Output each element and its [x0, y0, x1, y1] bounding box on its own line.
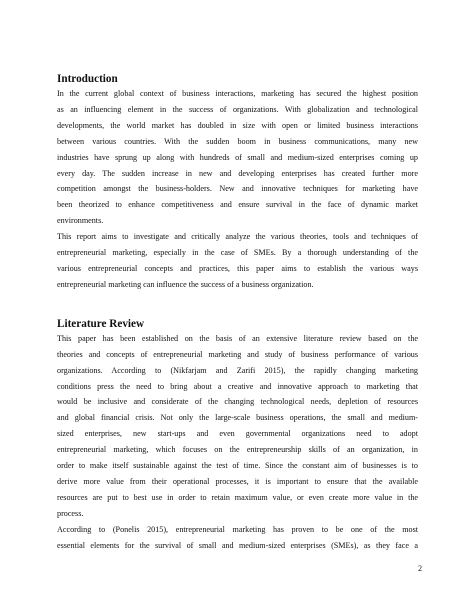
text-line: resources are put to best use in order to retain maximum value, or even create more value in the — [57, 492, 418, 502]
text-line: competition amongst the business-holders. New and innovative techniques for marketing have — [57, 184, 418, 194]
text-line: and global financial crisis. Not only the large-scale business operations, the small and medium- — [57, 413, 418, 423]
section-heading-introduction: Introduction — [57, 73, 118, 85]
paragraph-lit-1 — [57, 331, 418, 522]
section-heading-literature-review: Literature Review — [57, 317, 145, 330]
text-line: process. — [57, 508, 84, 518]
text-line: every day. The sudden increase in new and developing enterprises has created further more — [57, 168, 418, 178]
text-line: organizations. According to (Nikfarjam and Zarifi 2015), the rapidly changing marketing — [57, 365, 418, 375]
text-line: derive more value from their operational processes, it is important to ensure that the available — [57, 476, 418, 486]
text-line: as an influencing element in the success of organizations. With globalization and technological — [57, 104, 418, 114]
text-line: environments. — [57, 216, 104, 226]
text-line: sized enterprises, new start-ups and even governmental organizations need to adopt — [57, 429, 418, 439]
text-line: order to make itself sustainable against the test of time. Since the constant aim of businesses is to — [57, 461, 418, 471]
text-line: entrepreneurial marketing, which focuses on the entrepreneurship skills of an organization, in — [57, 445, 418, 455]
section-literature-review — [57, 317, 418, 554]
text-line: developments, the world market has doubled in size with open or limited business interactions — [57, 120, 418, 130]
text-line: conditions press the need to bring about a creative and innovative approach to marketing that — [57, 381, 418, 391]
paragraph-intro-1 — [57, 86, 418, 229]
text-line: essential elements for the survival of small and medium-sized enterprises (SMEs), as they face a — [57, 540, 418, 550]
text-line: industries have sprung up along with hundreds of small and medium-sized enterprises coming up — [57, 152, 418, 162]
text-line: This report aims to investigate and critically analyze the various theories, tools and techniques of — [57, 232, 418, 242]
text-line: In the current global context of business interactions, marketing has secured the highest position — [57, 89, 418, 98]
text-line: between various countries. With the sudden boom in business communications, many new — [57, 136, 418, 146]
text-line: According to (Ponelis 2015), entrepreneurial marketing has proven to be one of the most — [57, 524, 418, 534]
section-introduction — [57, 72, 418, 293]
page-number: 2 — [417, 564, 422, 573]
paragraph-intro-2 — [57, 229, 418, 293]
text-line: theories and concepts of entrepreneurial marketing and study of business performance of various — [57, 349, 418, 359]
text-line: entrepreneurial marketing can influence the success of a business organization. — [57, 279, 314, 289]
text-line: been theorized to enhance competitiveness and ensure survival in the face of dynamic market — [57, 200, 418, 210]
text-line: This paper has been established on the basis of an extensive literature review based on the — [57, 333, 418, 343]
text-line: would be inclusive and considerate of the changing technological needs, depletion of resources — [57, 397, 418, 407]
text-line: various entrepreneurial concepts and practices, this paper aims to establish the various ways — [57, 263, 418, 273]
paragraph-lit-2 — [57, 522, 418, 554]
text-line: entrepreneurial marketing, especially in the case of SMEs. By a thorough understanding of the — [57, 248, 418, 258]
page-content — [57, 72, 418, 553]
